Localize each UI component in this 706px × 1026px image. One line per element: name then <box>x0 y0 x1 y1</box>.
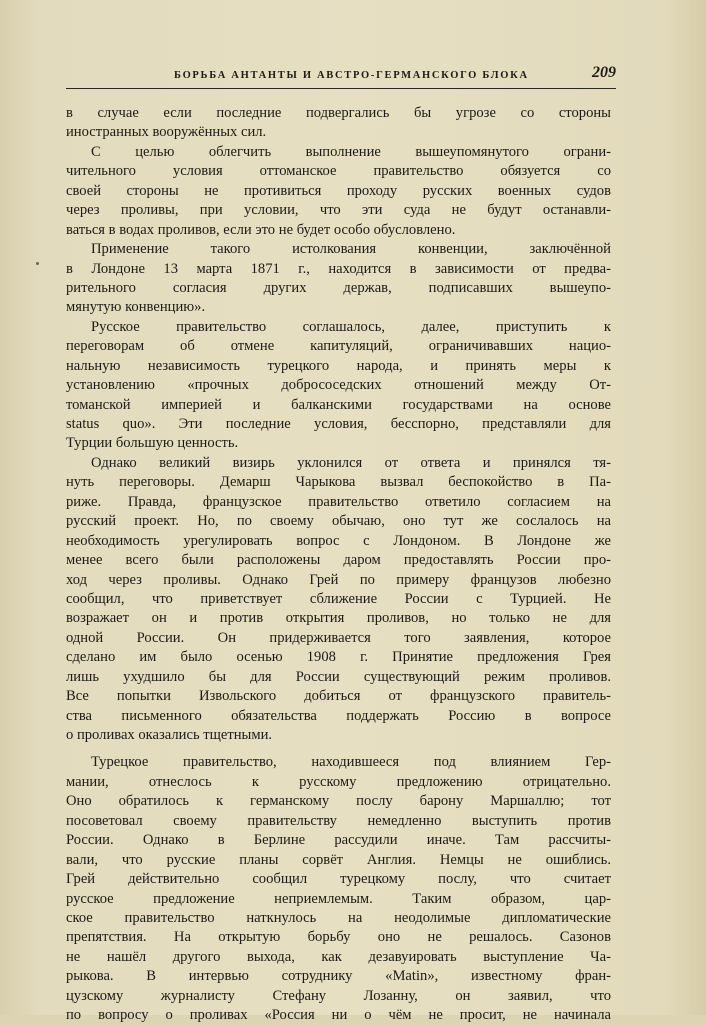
text-line: рыкова. В интервью сотруднику «Matin», известному фран- <box>66 968 611 985</box>
text-line: Оно обратилось к германскому послу барону Маршаллю; тот <box>66 793 611 810</box>
text-line: возражает он и против открытия проливов, но только не для <box>66 610 611 627</box>
text-line: вали, что русские планы сорвёт Англия. Немцы не ошиблись. <box>66 851 611 868</box>
text-line: Однако великий визирь уклонился от ответа и принялся тя- <box>91 454 611 471</box>
text-line: мянутую конвенцию». <box>66 299 206 316</box>
text-line: status quo». Эти последние условия, бесспорно, представляли для <box>66 416 611 432</box>
body-text <box>66 104 611 1026</box>
text-line: Русское правительство соглашалось, далее, приступить к <box>91 318 611 335</box>
text-line: цузскому журналисту Стефану Лозанну, он заявил, что <box>66 987 611 1004</box>
paragraph <box>66 318 611 454</box>
text-line: о проливах оказались тщетными. <box>66 727 273 743</box>
paragraph <box>66 240 611 318</box>
text-line: русский проект. Но, по своему обычаю, оно тут же сослалось на <box>66 513 611 530</box>
page-header <box>66 62 616 89</box>
text-line: Грей действительно сообщил турецкому послу, что считает <box>66 871 611 888</box>
text-line: не нашёл другого выхода, как дезавуировать выступление Ча- <box>66 948 611 965</box>
text-line: нуть переговоры. Демарш Чарыкова вызвал беспокойство в Па- <box>66 474 611 491</box>
text-line: русское предложение неприемлемым. Таким образом, цар- <box>66 890 611 907</box>
text-line: необходимость урегулировать вопрос с Лондоном. В Лондоне же <box>66 532 611 549</box>
page-number: 209 <box>592 64 616 81</box>
text-line: ское правительство наткнулось на неодолимые дипломатические <box>66 909 611 926</box>
text-line: Применение такого истолкования конвенции, заключённой <box>91 241 611 258</box>
text-line: посоветовал своему правительству немедленно выступить против <box>66 812 611 829</box>
text-line: мании, отнеслось к русскому предложению отрицательно. <box>66 773 611 790</box>
text-line: С целью облегчить выполнение вышеупомянутого ограни- <box>91 143 611 160</box>
text-line: Все попытки Извольского добиться от французского правитель- <box>66 688 611 705</box>
text-line: ход через проливы. Однако Грей по примеру французов любезно <box>66 571 611 588</box>
text-line: в Лондоне 13 марта 1871 г., находится в зависимости от предва- <box>66 260 611 277</box>
text-line: Турции большую ценность. <box>66 435 239 452</box>
running-head: БОРЬБА АНТАНТЫ И АВСТРО-ГЕРМАНСКОГО БЛОКА <box>174 70 529 81</box>
text-line: одной России. Он придерживается того заявления, которое <box>66 629 611 646</box>
text-line: риже. Правда, французское правительство ответило согласием на <box>66 493 611 510</box>
text-line: по вопросу о проливах «Россия ни о чём не просит, не начинала <box>66 1007 611 1024</box>
margin-dot <box>36 262 39 265</box>
text-line: своей стороны не противиться проходу русских военных судов <box>66 182 611 199</box>
text-line: томанской империей и балканскими государствами на основе <box>66 396 611 413</box>
paragraph <box>66 753 611 1025</box>
text-line: ваться в водах проливов, если это не будет особо обусловлено. <box>66 221 456 238</box>
text-line: России. Однако в Берлине рассудили иначе. Там рассчиты- <box>66 832 611 849</box>
text-line: препятствия. На открытую борьбу оно не решалось. Сазонов <box>66 929 611 946</box>
text-line: сделано им было осенью 1908 г. Принятие предложения Грея <box>66 649 611 666</box>
paragraph <box>66 454 611 746</box>
paragraph <box>66 104 611 143</box>
text-line: через проливы, при условии, что эти суда не будут останавли- <box>66 202 611 219</box>
text-line: иностранных вооружённых сил. <box>66 124 267 141</box>
text-line: в случае если последние подвергались бы угрозе со стороны <box>66 105 611 121</box>
text-line: ства письменного обязательства поддержать Россию в вопросе <box>66 707 611 724</box>
text-line: Турецкое правительство, находившееся под влиянием Гер- <box>91 754 611 771</box>
text-line: лишь ухудшило бы для России существующий режим проливов. <box>66 668 611 685</box>
text-line: рительного согласия других держав, подписавших вышеупо- <box>66 279 611 296</box>
text-line: менее всего были расположены даром предоставлять России про- <box>66 552 611 569</box>
text-line: нальную независимость турецкого народа, и принять меры к <box>66 357 611 374</box>
text-line: чительного условия оттоманское правительство обязуется со <box>66 163 611 180</box>
paragraph-gap <box>66 745 611 753</box>
paragraph <box>66 143 611 240</box>
text-line: сообщил, что приветствует сближение России с Турцией. Не <box>66 590 611 607</box>
text-line: установлению «прочных добрососедских отношений между От- <box>66 377 611 394</box>
text-line: переговорам об отмене капитуляций, ограничивавших нацио- <box>66 338 611 355</box>
